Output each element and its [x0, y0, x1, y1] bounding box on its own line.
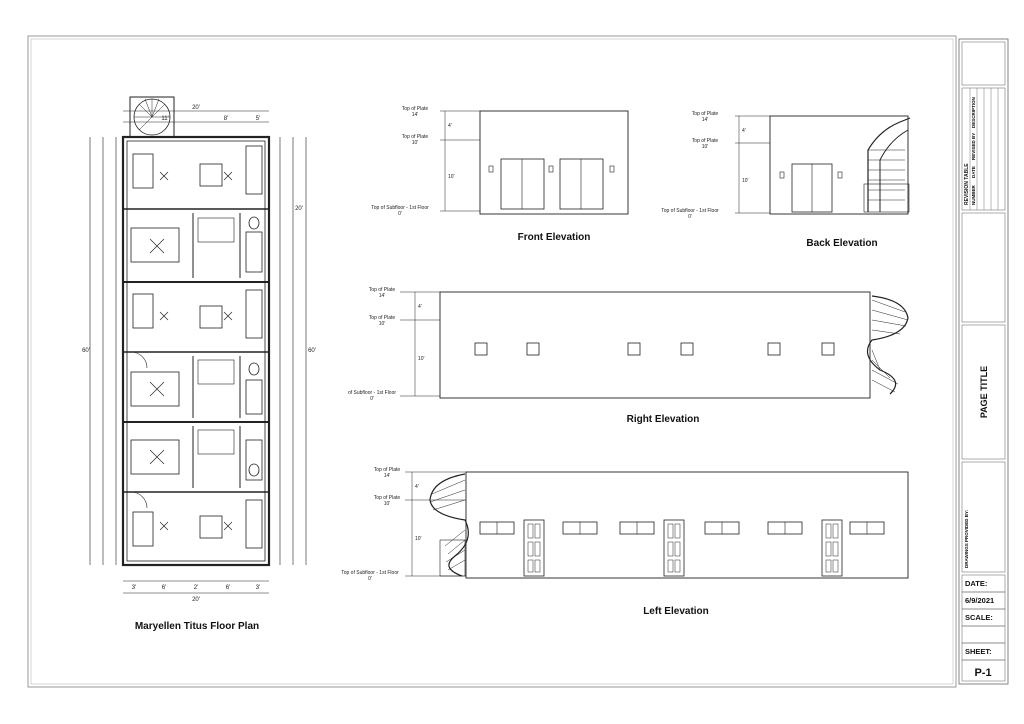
date-value: 6/9/2021 [965, 596, 995, 605]
right-top-plate-10-value: 10' [378, 321, 386, 327]
front-elevation [440, 111, 628, 214]
right-top-plate-14-value: 14' [378, 293, 386, 299]
bed [131, 372, 179, 406]
inner-border [31, 39, 953, 684]
left-top-plate-10: Top of Plate [373, 495, 401, 501]
left-top-subfloor: Top of Subfloor - 1st Floor [341, 570, 399, 576]
revision-col-number: NUMBER [971, 185, 976, 205]
back-top-plate-10: Top of Plate [691, 138, 719, 144]
back-top-plate-14: Top of Plate [691, 111, 719, 117]
front-dim-4: 4' [448, 123, 452, 129]
plan-dim-right-overall: 60' [308, 348, 316, 354]
left-top-plate-14-value: 14' [383, 473, 391, 479]
date-label: DATE: [965, 579, 988, 588]
left-top-subfloor-value: 0' [368, 576, 372, 582]
back-top-plate-14-value: 14' [701, 117, 709, 123]
plan-dim-top-overall: 20' [192, 105, 200, 111]
front-dim-10: 10' [448, 174, 455, 180]
back-top-subfloor: Top of Subfloor - 1st Floor [661, 208, 719, 214]
revision-col-description: DESCRIPTION [971, 97, 976, 128]
right-dim-4: 4' [418, 304, 422, 310]
plan-dim-bottom-1: 3' [131, 585, 137, 591]
front-top-plate-14-value: 14' [411, 112, 419, 118]
left-top-plate-14: Top of Plate [373, 467, 401, 473]
left-elevation [405, 472, 908, 578]
right-top-subfloor: of Subfloor - 1st Floor [347, 390, 397, 396]
outer-border [28, 36, 956, 687]
plan-dim-top-2: 5' [255, 116, 261, 122]
sheet-value: P-1 [974, 667, 992, 679]
page-title: PAGE TITLE [979, 365, 989, 419]
right-elevation [400, 292, 908, 398]
floor-plan-title: Maryellen Titus Floor Plan [134, 621, 260, 632]
back-top-plate-10-value: 10' [701, 144, 709, 150]
back-dim-10: 10' [742, 178, 749, 184]
left-dim-10: 10' [415, 536, 422, 542]
bed [131, 228, 179, 262]
right-top-subfloor-value: 0' [370, 396, 374, 402]
plan-dim-bottom-overall: 20' [192, 597, 200, 603]
ceiling-fans [150, 172, 232, 530]
plan-dim-bottom-2: 6' [161, 585, 167, 591]
revision-col-date: DATE [971, 166, 976, 178]
revision-col-revised-by: REVISED BY [971, 132, 976, 160]
right-top-plate-10: Top of Plate [368, 315, 396, 321]
plan-dim-bottom-4: 6' [225, 585, 231, 591]
front-top-plate-14: Top of Plate [401, 106, 429, 112]
stair-dim-label: 11' [161, 116, 169, 122]
plan-dim-right-unit: 20' [295, 206, 303, 212]
plan-dim-bottom-5: 3' [255, 585, 261, 591]
back-elevation [735, 116, 910, 214]
right-dim-10: 10' [418, 356, 425, 362]
back-elevation-title: Back Elevation [806, 238, 878, 249]
plan-outer-wall [123, 137, 269, 565]
front-top-plate-10-value: 10' [411, 140, 419, 146]
revision-table-title: REVISION TABLE [964, 163, 970, 205]
front-top-subfloor-value: 0' [398, 211, 402, 217]
back-dim-4: 4' [742, 128, 746, 134]
right-top-plate-14: Top of Plate [368, 287, 396, 293]
front-elevation-title: Front Elevation [517, 232, 591, 243]
left-dim-4: 4' [415, 484, 419, 490]
plan-dim-top-1: 8' [223, 116, 229, 122]
plan-dim-left-overall: 60' [82, 348, 90, 354]
left-elevation-title: Left Elevation [643, 606, 709, 617]
front-top-subfloor: Top of Subfloor - 1st Floor [371, 205, 429, 211]
left-top-plate-10-value: 10' [383, 501, 391, 507]
front-top-plate-10: Top of Plate [401, 134, 429, 140]
sheet-label: SHEET: [965, 647, 992, 656]
scale-label: SCALE: [965, 613, 993, 622]
plan-dim-bottom-3: 2' [193, 585, 199, 591]
drawings-provided-by: DRAWINGS PROVIDED BY: [964, 509, 969, 568]
right-elevation-title: Right Elevation [626, 414, 700, 425]
floor-plan [90, 97, 306, 593]
back-top-subfloor-value: 0' [688, 214, 692, 220]
plan-inner-wall [127, 141, 265, 561]
bed [131, 440, 179, 474]
